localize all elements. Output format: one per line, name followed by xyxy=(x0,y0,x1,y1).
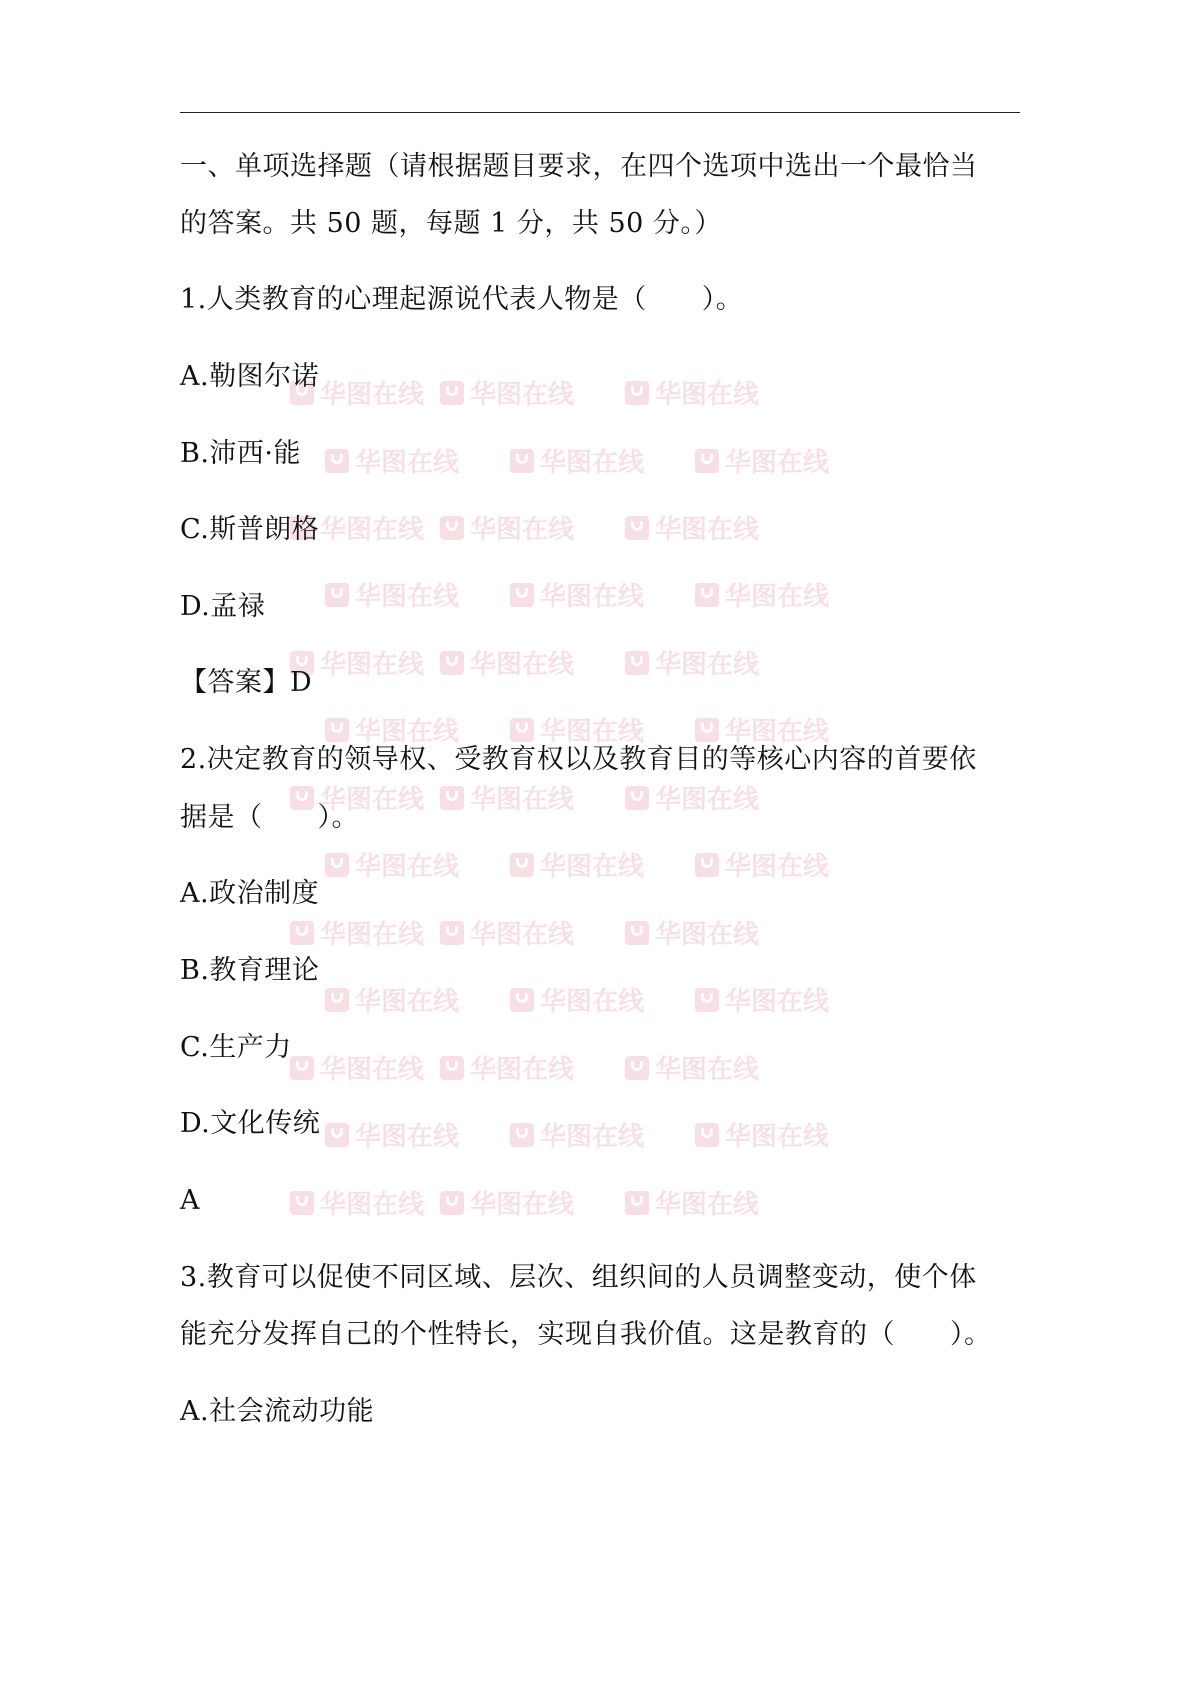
watermark-logo xyxy=(440,1049,574,1086)
watermark-brand-text: 华图在线 xyxy=(320,515,425,545)
watermark-brand-text: 华图在线 xyxy=(540,1122,645,1152)
watermark-brand-icon xyxy=(325,1123,349,1147)
watermark-brand-icon xyxy=(695,988,719,1012)
question-2-answer: A xyxy=(180,1185,200,1216)
watermark-brand-text: 华图在线 xyxy=(540,582,645,612)
watermark-logo xyxy=(695,981,829,1018)
section-heading-line-1: 一、单项选择题（请根据题目要求，在四个选项中选出一个最恰当 xyxy=(180,151,978,182)
watermark-logo xyxy=(325,576,459,613)
watermark-logo xyxy=(440,374,574,411)
watermark-logo xyxy=(290,1049,424,1086)
watermark-brand-icon xyxy=(440,921,464,945)
header-rule xyxy=(180,112,1020,113)
watermark-logo xyxy=(440,779,574,816)
watermark-brand-text: 华图在线 xyxy=(355,1122,460,1152)
watermark-brand-icon xyxy=(510,853,534,877)
watermark-brand-icon xyxy=(510,583,534,607)
watermark-brand-text: 华图在线 xyxy=(540,852,645,882)
watermark-logo xyxy=(510,1116,644,1153)
watermark-brand-icon xyxy=(625,516,649,540)
watermark-logo xyxy=(440,509,574,546)
question-2-option-c: C.生产力 xyxy=(180,1032,292,1063)
watermark-brand-text: 华图在线 xyxy=(540,717,645,747)
watermark-brand-text: 华图在线 xyxy=(540,987,645,1017)
question-1-answer: 【答案】D xyxy=(180,667,313,698)
question-1-option-b: B.沛西·能 xyxy=(180,438,302,469)
watermark-logo xyxy=(290,1184,424,1221)
watermark-brand-icon xyxy=(325,449,349,473)
watermark-brand-text: 华图在线 xyxy=(725,987,830,1017)
watermark-brand-text: 华图在线 xyxy=(470,1190,575,1220)
watermark-brand-icon xyxy=(440,651,464,675)
watermark-brand-icon xyxy=(290,1191,314,1215)
watermark-brand-icon xyxy=(325,718,349,742)
watermark-logo xyxy=(440,1184,574,1221)
watermark-brand-icon xyxy=(440,381,464,405)
watermark-brand-text: 华图在线 xyxy=(655,380,760,410)
watermark-logo xyxy=(625,779,759,816)
watermark-brand-text: 华图在线 xyxy=(725,582,830,612)
question-1-option-c: C.斯普朗格 xyxy=(180,514,320,545)
watermark-logo xyxy=(695,1116,829,1153)
watermark-brand-text: 华图在线 xyxy=(355,987,460,1017)
watermark-logo xyxy=(625,914,759,951)
watermark-logo xyxy=(625,509,759,546)
watermark-brand-icon xyxy=(290,921,314,945)
watermark-brand-text: 华图在线 xyxy=(470,785,575,815)
watermark-brand-icon xyxy=(625,1056,649,1080)
watermark-brand-icon xyxy=(510,718,534,742)
watermark-brand-text: 华图在线 xyxy=(470,920,575,950)
watermark-brand-icon xyxy=(440,786,464,810)
watermark-logo xyxy=(325,1116,459,1153)
watermark-brand-text: 华图在线 xyxy=(540,448,645,478)
watermark-brand-text: 华图在线 xyxy=(355,717,460,747)
watermark-brand-icon xyxy=(695,1123,719,1147)
watermark-brand-text: 华图在线 xyxy=(320,785,425,815)
question-2-option-b: B.教育理论 xyxy=(180,955,320,986)
watermark-brand-icon xyxy=(625,651,649,675)
watermark-brand-icon xyxy=(325,583,349,607)
watermark-brand-icon xyxy=(695,583,719,607)
watermark-logo xyxy=(695,442,829,479)
question-1-option-d: D.孟禄 xyxy=(180,591,266,622)
watermark-brand-text: 华图在线 xyxy=(655,1190,760,1220)
watermark-logo xyxy=(625,644,759,681)
watermark-brand-text: 华图在线 xyxy=(355,582,460,612)
watermark-brand-icon xyxy=(625,1191,649,1215)
question-3-stem-line-1: 3.教育可以促使不同区域、层次、组织间的人员调整变动，使个体 xyxy=(180,1262,977,1293)
watermark-logo xyxy=(510,981,644,1018)
watermark-brand-text: 华图在线 xyxy=(320,1190,425,1220)
watermark-brand-icon xyxy=(440,516,464,540)
question-2-stem-line-2: 据是（ ）。 xyxy=(180,802,359,833)
section-heading-line-2: 的答案。共 50 题，每题 1 分，共 50 分。） xyxy=(180,208,722,239)
watermark-brand-icon xyxy=(325,988,349,1012)
watermark-brand-icon xyxy=(510,988,534,1012)
watermark-brand-text: 华图在线 xyxy=(725,717,830,747)
watermark-brand-text: 华图在线 xyxy=(655,1055,760,1085)
watermark-logo xyxy=(325,981,459,1018)
watermark-brand-text: 华图在线 xyxy=(655,785,760,815)
watermark-brand-icon xyxy=(625,381,649,405)
watermark-logo xyxy=(625,1049,759,1086)
watermark-brand-icon xyxy=(625,921,649,945)
watermark-logo xyxy=(510,846,644,883)
watermark-brand-text: 华图在线 xyxy=(470,380,575,410)
watermark-brand-text: 华图在线 xyxy=(355,852,460,882)
watermark-brand-text: 华图在线 xyxy=(470,650,575,680)
watermark-brand-text: 华图在线 xyxy=(725,852,830,882)
watermark-logo xyxy=(695,576,829,613)
watermark-brand-text: 华图在线 xyxy=(355,448,460,478)
watermark-brand-icon xyxy=(625,786,649,810)
watermark-brand-icon xyxy=(440,1191,464,1215)
watermark-logo xyxy=(325,442,459,479)
watermark-brand-text: 华图在线 xyxy=(470,1055,575,1085)
watermark-brand-text: 华图在线 xyxy=(655,920,760,950)
question-1-stem: 1.人类教育的心理起源说代表人物是（ ）。 xyxy=(180,284,744,315)
watermark-brand-icon xyxy=(695,853,719,877)
watermark-brand-icon xyxy=(510,449,534,473)
watermark-brand-icon xyxy=(290,1056,314,1080)
watermark-logo xyxy=(510,576,644,613)
question-2-stem-line-1: 2.决定教育的领导权、受教育权以及教育目的等核心内容的首要依 xyxy=(180,744,977,775)
watermark-brand-text: 华图在线 xyxy=(655,515,760,545)
watermark-logo xyxy=(625,1184,759,1221)
watermark-brand-icon xyxy=(440,1056,464,1080)
watermark-brand-text: 华图在线 xyxy=(320,1055,425,1085)
question-2-option-d: D.文化传统 xyxy=(180,1108,321,1139)
question-2-option-a: A.政治制度 xyxy=(180,878,320,909)
watermark-logo xyxy=(290,914,424,951)
watermark-logo xyxy=(325,846,459,883)
watermark-brand-icon xyxy=(695,449,719,473)
question-3-option-a: A.社会流动功能 xyxy=(180,1396,375,1427)
question-3-stem-line-2: 能充分发挥自己的个性特长，实现自我价值。这是教育的（ ）。 xyxy=(180,1319,992,1350)
watermark-logo xyxy=(510,442,644,479)
watermark-brand-text: 华图在线 xyxy=(725,448,830,478)
watermark-brand-text: 华图在线 xyxy=(320,650,425,680)
watermark-brand-text: 华图在线 xyxy=(320,380,425,410)
watermark-logo xyxy=(695,846,829,883)
watermark-logo xyxy=(440,644,574,681)
question-1-option-a: A.勒图尔诺 xyxy=(180,361,320,392)
watermark-brand-text: 华图在线 xyxy=(470,515,575,545)
watermark-brand-icon xyxy=(325,853,349,877)
watermark-brand-icon xyxy=(695,718,719,742)
watermark-brand-text: 华图在线 xyxy=(725,1122,830,1152)
watermark-brand-text: 华图在线 xyxy=(320,920,425,950)
watermark-brand-icon xyxy=(510,1123,534,1147)
watermark-logo xyxy=(625,374,759,411)
watermark-logo xyxy=(440,914,574,951)
watermark-brand-text: 华图在线 xyxy=(655,650,760,680)
